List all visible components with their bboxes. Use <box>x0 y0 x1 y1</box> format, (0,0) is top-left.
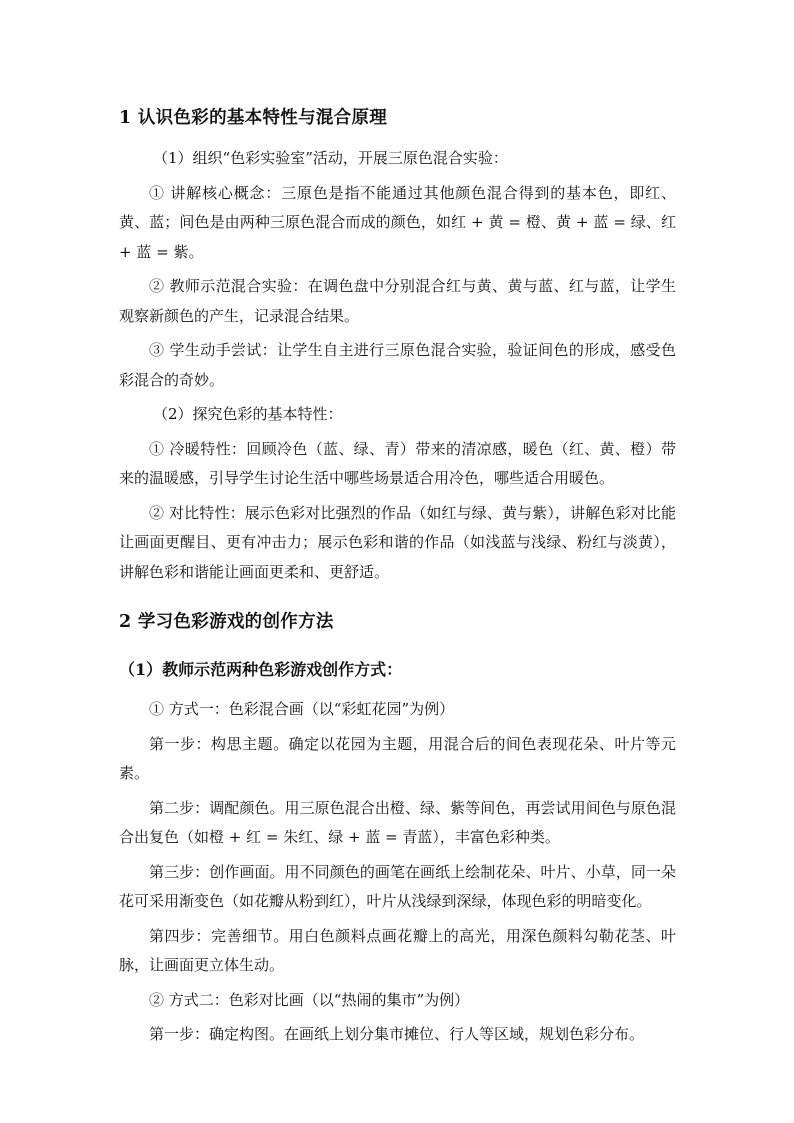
paragraph-2-1: ① 方式一：色彩混合画（以“彩虹花园”为例） <box>149 700 455 718</box>
paragraph-1-5: （2）探究色彩的基本特性： <box>153 405 343 423</box>
section-heading-1: 1 认识色彩的基本特性与混合原理 <box>119 108 388 128</box>
paragraph-1-4: ③ 学生动手尝试：让学生自主进行三原色混合实验，验证间色的形成，感受色彩混合的奇妙。 <box>119 341 676 389</box>
paragraph-2-7: 第一步：确定构图。在画纸上划分集市摊位、行人等区域，规划色彩分布。 <box>149 1025 645 1043</box>
subsection-heading-2-1: （1）教师示范两种色彩游戏创作方式： <box>119 660 403 679</box>
paragraph-1-2: ① 讲解核心概念：三原色是指不能通过其他颜色混合得到的基本色，即红、黄、蓝；间色是由两种三原色混合而成的颜色，如红 + 黄 = 橙、黄 + 蓝 = 绿、红 + 蓝 = 紫。 <box>119 183 676 261</box>
paragraph-1-6: ① 冷暖特性：回顾冷色（蓝、绿、青）带来的清凉感，暖色（红、黄、橙）带来的温暖感，引导学生讨论生活中哪些场景适合用冷色，哪些适合用暖色。 <box>119 439 676 487</box>
paragraph-2-4: 第三步：创作画面。用不同颜色的画笔在画纸上绘制花朵、叶片、小草，同一朵花可采用渐变色（如花瓣从粉到红），叶片从浅绿到深绿，体现色彩的明暗变化。 <box>119 862 676 910</box>
paragraph-2-6: ② 方式二：色彩对比画（以“热闹的集市”为例） <box>149 990 470 1009</box>
paragraph-1-3: ② 教师示范混合实验：在调色盘中分别混合红与黄、黄与蓝、红与蓝，让学生观察新颜色的产生，记录混合结果。 <box>119 277 676 325</box>
paragraph-1-7: ② 对比特性：展示色彩对比强烈的作品（如红与绿、黄与紫），讲解色彩对比能让画面更醒目、更有冲击力；展示色彩和谐的作品（如浅蓝与浅绿、粉红与淡黄），讲解色彩和谐能让画面更柔和、更舒适。 <box>119 503 676 581</box>
paragraph-1-1: （1）组织“色彩实验室”活动，开展三原色混合实验： <box>153 149 508 167</box>
paragraph-2-5: 第四步：完善细节。用白色颜料点画花瓣上的高光，用深色颜料勾勒花茎、叶脉，让画面更立体生动。 <box>119 926 676 974</box>
section-heading-2: 2 学习色彩游戏的创作方法 <box>119 612 334 632</box>
paragraph-2-3: 第二步：调配颜色。用三原色混合出橙、绿、紫等间色，再尝试用间色与原色混合出复色（如橙 + 红 = 朱红、绿 + 蓝 = 青蓝），丰富色彩种类。 <box>119 798 676 846</box>
paragraph-2-2: 第一步：构思主题。确定以花园为主题，用混合后的间色表现花朵、叶片等元素。 <box>119 734 676 782</box>
